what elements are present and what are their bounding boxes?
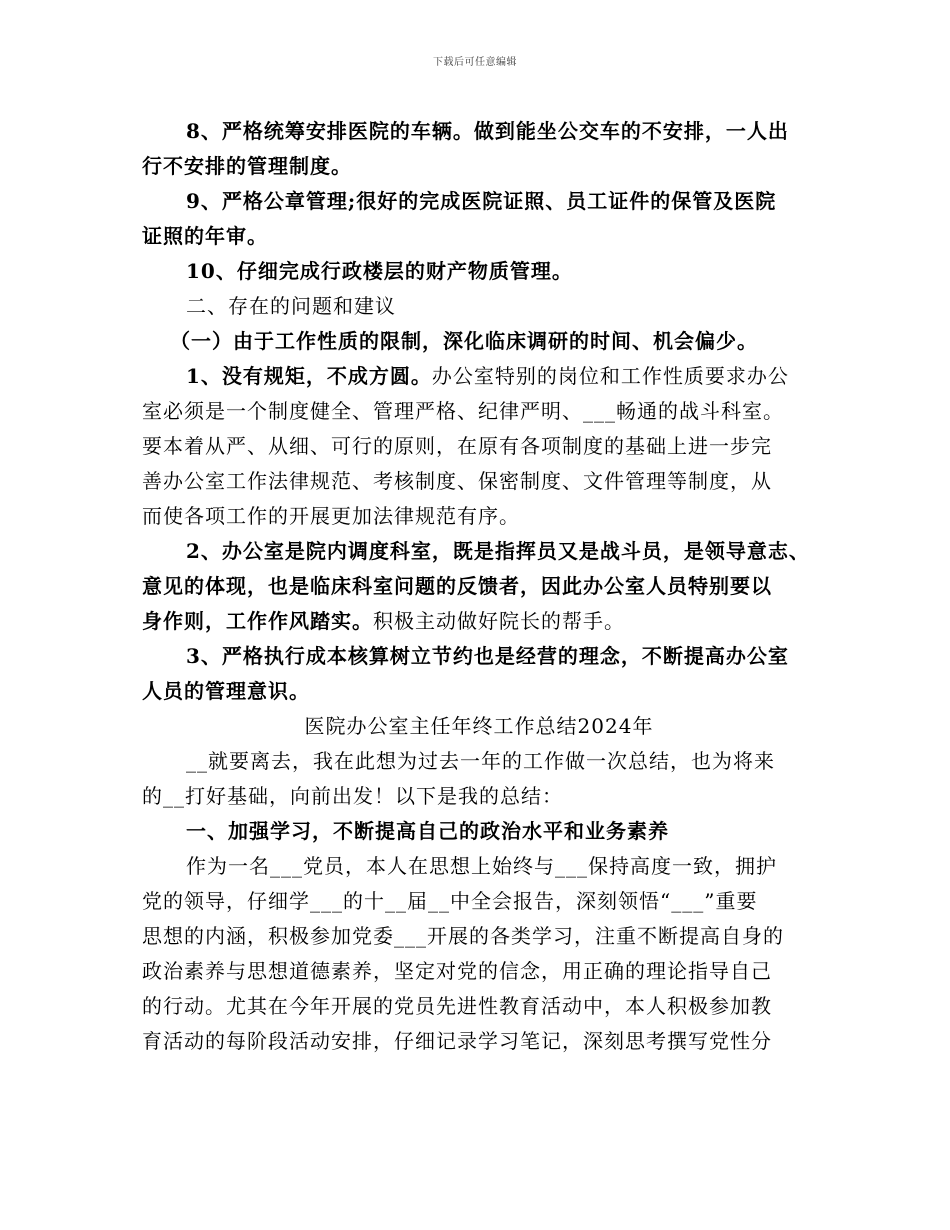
text-line: 的__打好基础，向前出发！以下是我的总结：: [142, 784, 563, 808]
bold-lead: 身作则，工作作风踏实。: [142, 609, 373, 633]
section-heading-study: [142, 814, 816, 849]
text-rest: 积极主动做好院长的帮手。: [373, 609, 625, 633]
text-line: 人员的管理意识。: [142, 679, 310, 703]
text-line: 一、加强学习，不断提高自己的政治水平和业务素养: [186, 819, 669, 843]
paragraph-item-9: [142, 184, 816, 254]
paragraph-point-2: [142, 534, 816, 639]
text-line: 作为一名___党员，本人在思想上始终与___保持高度一致，拥护: [186, 854, 777, 878]
paragraph-point-3: [142, 639, 816, 709]
page-header-note: 下载后可任意编辑: [433, 57, 517, 68]
text-line: 思想的内涵，积极参加党委___开展的各类学习，注重不断提高自身的: [142, 924, 784, 948]
document-body: [142, 114, 816, 1059]
text-line: 要本着从严、从细、可行的原则，在原有各项制度的基础上进一步完: [142, 434, 772, 458]
text-line: 党的领导，仔细学___的十__届__中全会报告，深刻领悟“___”重要: [142, 889, 758, 913]
text-line: 而使各项工作的开展更加法律规范有序。: [142, 504, 520, 528]
text-line: __就要离去，我在此想为过去一年的工作做一次总结，也为将来: [186, 749, 775, 773]
text-line: 室必须是一个制度健全、管理严格、纪律严明、___畅通的战斗科室。: [142, 399, 784, 423]
subsection-heading-1: [142, 324, 816, 359]
text-line: [142, 604, 816, 639]
section-heading-problems: [142, 289, 816, 324]
text-line: 政治素养与思想道德素养，坚定对党的信念，用正确的理论指导自己: [142, 959, 772, 983]
bold-lead: 1、没有规矩，不成方圆。: [186, 364, 432, 388]
text-line: 育活动的每阶段活动安排，仔细记录学习笔记，深刻思考撰写党性分: [142, 1029, 772, 1053]
text-line: （一）由于工作性质的限制，深化临床调研的时间、机会偏少。: [170, 329, 758, 353]
paragraph-study-body: [142, 849, 816, 1059]
text-line: 证照的年审。: [142, 224, 268, 248]
paragraph-item-8: [142, 114, 816, 184]
text-line: 二、存在的问题和建议: [186, 294, 396, 318]
text-line: 善办公室工作法律规范、考核制度、保密制度、文件管理等制度，从: [142, 469, 772, 493]
text-line: 2、办公室是院内调度科室，既是指挥员又是战斗员，是领导意志、: [186, 539, 810, 563]
text-rest: 办公室特别的岗位和工作性质要求办公: [431, 364, 789, 388]
paragraph-point-1: [142, 359, 816, 534]
text-line: 医院办公室主任年终工作总结2024年: [304, 714, 654, 738]
text-line: 9、严格公章管理;很好的完成医院证照、员工证件的保管及医院: [186, 189, 777, 213]
text-line: [142, 359, 816, 394]
text-line: 的行动。尤其在今年开展的党员先进性教育活动中，本人积极参加教: [142, 994, 772, 1018]
text-line: 3、严格执行成本核算树立节约也是经营的理念，不断提高办公室: [186, 644, 789, 668]
text-line: 10、仔细完成行政楼层的财产物质管理。: [186, 259, 573, 283]
text-line: 8、严格统筹安排医院的车辆。做到能坐公交车的不安排，一人出: [186, 119, 789, 143]
paragraph-intro: [142, 744, 816, 814]
paragraph-item-10: [142, 254, 816, 289]
text-line: 意见的体现，也是临床科室问题的反馈者，因此办公室人员特别要以: [142, 574, 772, 598]
text-line: 行不安排的管理制度。: [142, 154, 352, 178]
document-title: [142, 709, 816, 744]
